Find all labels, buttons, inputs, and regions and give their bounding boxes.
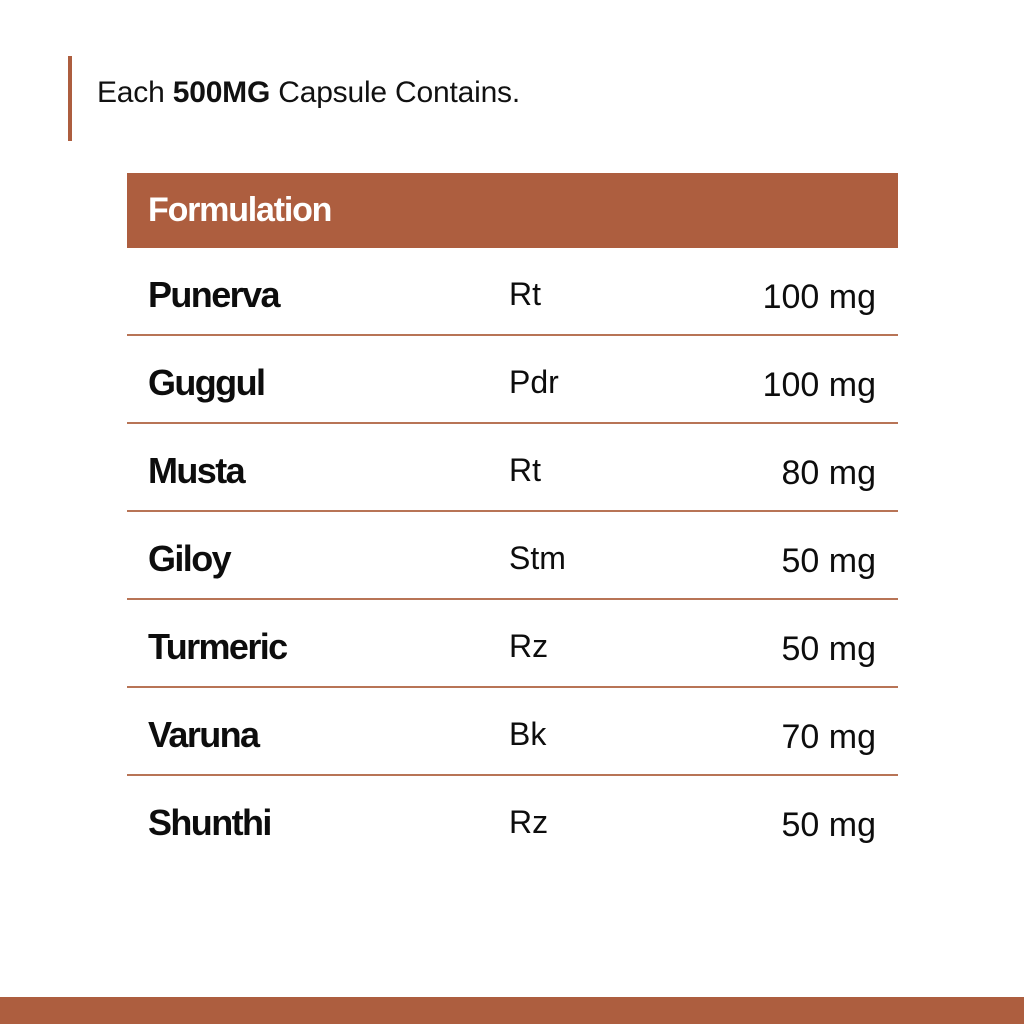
ingredient-name: Guggul bbox=[148, 362, 265, 403]
table-row bbox=[127, 248, 898, 336]
intro-suffix: Capsule Contains. bbox=[270, 76, 520, 109]
quantity: 100 mg bbox=[762, 366, 876, 404]
table-row bbox=[127, 776, 898, 864]
plant-part: Pdr bbox=[509, 364, 559, 400]
quantity: 100 mg bbox=[762, 278, 876, 316]
ingredient-name: Giloy bbox=[148, 538, 231, 579]
quantity: 70 mg bbox=[781, 718, 876, 756]
plant-part: Stm bbox=[509, 540, 566, 576]
ingredient-name: Shunthi bbox=[148, 802, 271, 843]
table-row bbox=[127, 424, 898, 512]
quantity: 50 mg bbox=[781, 630, 876, 668]
ingredient-name: Turmeric bbox=[148, 626, 287, 667]
quantity: 80 mg bbox=[781, 454, 876, 492]
table-row bbox=[127, 512, 898, 600]
intro-text bbox=[97, 76, 520, 110]
formulation-table bbox=[127, 173, 898, 864]
table-header: Formulation bbox=[127, 173, 898, 248]
footer-bar bbox=[0, 997, 1024, 1024]
intro-dosage: 500MG bbox=[172, 76, 271, 109]
plant-part: Rz bbox=[509, 804, 549, 840]
quantity: 50 mg bbox=[781, 806, 876, 844]
table-row bbox=[127, 336, 898, 424]
plant-part: Bk bbox=[509, 716, 547, 752]
quantity: 50 mg bbox=[781, 542, 876, 580]
accent-bar bbox=[68, 56, 72, 141]
intro-prefix: Each bbox=[97, 76, 173, 109]
ingredient-name: Varuna bbox=[148, 714, 259, 755]
plant-part: Rt bbox=[509, 276, 541, 312]
plant-part: Rz bbox=[509, 628, 549, 664]
table-row bbox=[127, 600, 898, 688]
ingredient-name: Musta bbox=[148, 450, 245, 491]
plant-part: Rt bbox=[509, 452, 541, 488]
ingredient-name: Punerva bbox=[148, 274, 279, 315]
table-row bbox=[127, 688, 898, 776]
